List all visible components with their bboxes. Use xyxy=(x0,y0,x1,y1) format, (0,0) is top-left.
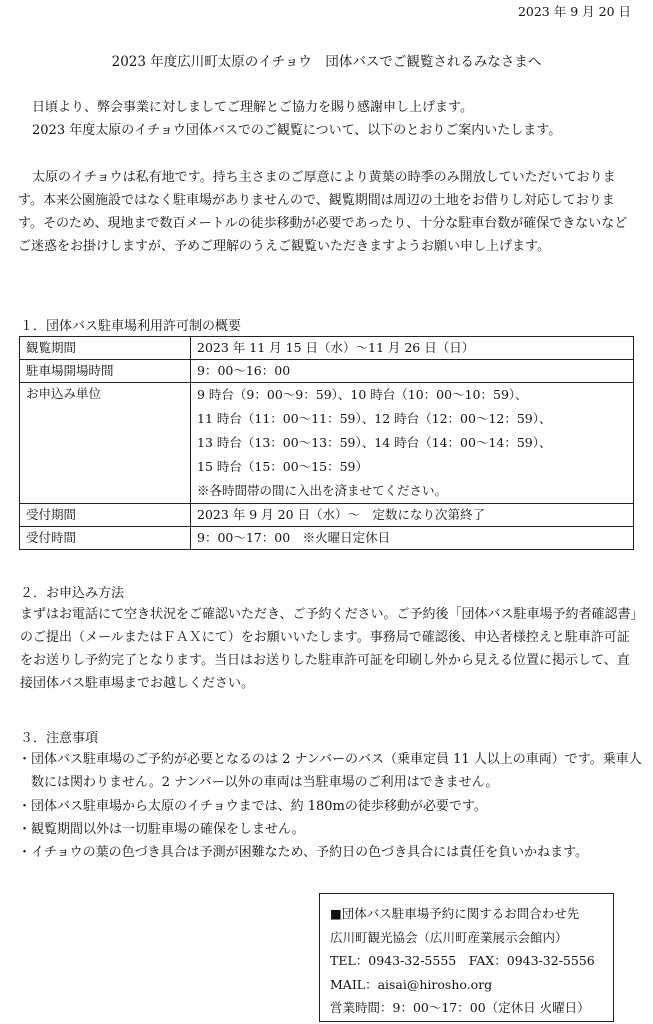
row-value-line: 9：00～16：00 xyxy=(197,363,291,378)
intro-line-2: 2023 年度太原のイチョウ団体バスでのご観覧について、以下のとおりご案内いたします。 xyxy=(32,123,562,138)
permit-table xyxy=(19,336,634,550)
row-value-line: 2023 年 9 月 20 日（水）～ 定数になり次第終了 xyxy=(197,507,486,522)
table-row xyxy=(20,360,634,383)
contact-box xyxy=(319,893,614,1022)
row-value-line: 9：00～17：00 ※火曜日定休日 xyxy=(197,530,391,545)
row-value-line: 9 時台（9：00～9：59）、10 時台（10：00～10：59）、 xyxy=(197,387,528,402)
row-value-line: 2023 年 11 月 15 日（水）～11 月 26 日（日） xyxy=(197,340,475,355)
row-label: 駐車場開場時間 xyxy=(20,360,191,383)
row-value-line: 13 時台（13：00～13：59）、14 時台（14：00～14：59）、 xyxy=(197,435,552,450)
row-value-line: 11 時台（11：00～11：59）、12 時台（12：00～12：59）、 xyxy=(197,411,552,426)
row-value xyxy=(191,504,634,527)
table-row xyxy=(20,337,634,360)
row-value xyxy=(191,337,634,360)
list-item: ・団体バス駐車場から太原のイチョウまでは、約 180mの徒歩移動が必要です。 xyxy=(18,798,487,814)
section2-text: まずはお電話にて空き状況をご確認いただき、ご予約ください。ご予約後「団体バス駐車場予約者確認書」のご提出（メールまたはＦＡＸにて）をお願いいたします。事務局で確認後、申込者様控えと駐車許可証をお送りし予約完了となります。当日はお送りした駐車許可証を印刷し外から見える位置に掲示して、直接団体バス駐車場までお越しください。 xyxy=(20,607,637,691)
row-value-line: 15 時台（15：00～15：59） xyxy=(197,459,369,474)
contact-org: 広川町観光協会（広川町産業展示会館内） xyxy=(330,929,568,945)
contact-heading: ■団体バス駐車場予約に関するお問合わせ先 xyxy=(330,906,580,921)
contact-tel-fax: TEL：0943-32-5555 FAX：0943-32-5556 xyxy=(330,953,595,968)
contact-hours: 営業時間：9：00～17：00（定休日 火曜日） xyxy=(330,1000,590,1015)
document-title: 2023 年度広川町太原のイチョウ 団体バスでご観覧されるみなさまへ xyxy=(111,54,542,70)
table-row xyxy=(20,504,634,527)
section3-heading: ３．注意事項 xyxy=(20,731,99,746)
table-row xyxy=(20,527,634,550)
intro-paragraph xyxy=(18,96,638,142)
row-value-line: ※各時間帯の間に入出を済ませてください。 xyxy=(197,483,448,498)
intro-line-1: 日頃より、弊会事業に対しましてご理解とご協力を賜り感謝申し上げます。 xyxy=(32,100,473,115)
document-date: 2023 年 9 月 20 日 xyxy=(517,4,631,19)
row-label: お申込み単位 xyxy=(20,383,191,504)
contact-mail: MAIL：aisai@hirosho.org xyxy=(330,976,493,992)
table-row xyxy=(20,383,634,504)
section2-heading: ２．お申込み方法 xyxy=(20,586,125,601)
row-value xyxy=(191,360,634,383)
row-value xyxy=(191,527,634,550)
list-item: ・団体バス駐車場のご予約が必要となるのは 2 ナンバーのバス（乗車定員 11 人以上の車両）です。乗車人数には関わりません。2 ナンバー以外の車両は当駐車場のご利用はできません。 xyxy=(18,752,642,791)
notes-list xyxy=(18,748,643,864)
row-label: 受付時間 xyxy=(20,527,191,550)
body-paragraph-text: 太原のイチョウは私有地です。持ち主さまのご厚意により黄葉の時季のみ開放していただいております。本来公園施設ではなく駐車場がありませんので、観覧期間は周辺の土地をお借りし対応しております。そのため、現地まで数百メートルの徒歩移動が必要であったり、十分な駐車台数が確保できないなどご迷惑をお掛けしますが、予めご理解のうえご観覧いただきますようお願い申し上げます。 xyxy=(18,170,628,254)
section1-heading: １．団体バス駐車場利用許可制の概要 xyxy=(20,319,242,334)
row-value xyxy=(191,383,634,504)
body-paragraph xyxy=(18,166,638,258)
list-item: ・観覧期間以外は一切駐車場の確保をしません。 xyxy=(18,821,305,837)
row-label: 受付期間 xyxy=(20,504,191,527)
list-item: ・イチョウの葉の色づき具合は予測が困難なため、予約日の色づき具合には責任を負いかねます。 xyxy=(18,845,589,861)
row-label: 観覧期間 xyxy=(20,337,191,360)
